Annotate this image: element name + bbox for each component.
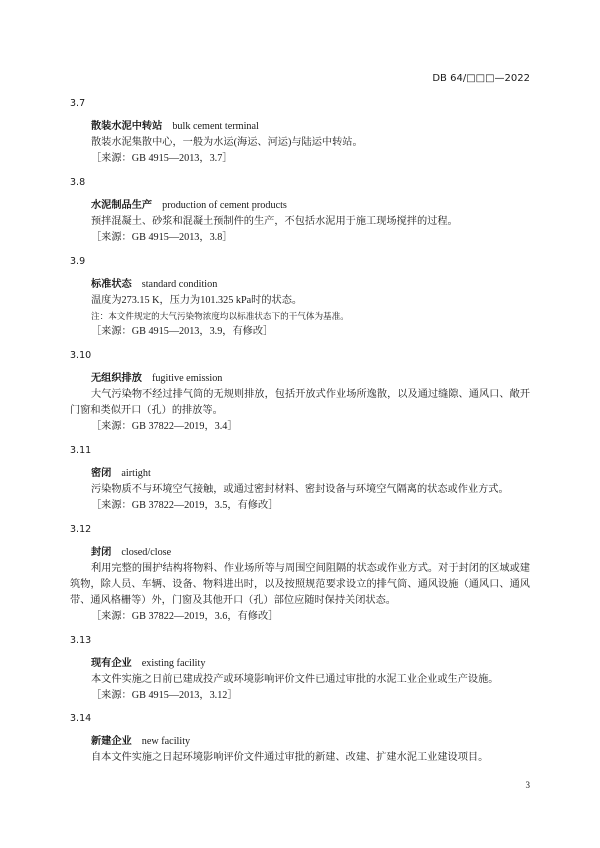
- term-chinese: 封闭: [91, 547, 112, 558]
- source-reference: ［来源：GB 4915—2013，3.8］: [91, 232, 233, 243]
- term-chinese: 水泥制品生产: [91, 200, 153, 211]
- term-entry: [70, 711, 530, 766]
- definition-line: 温度为273.15 K，压力为101.325 kPa时的状态。: [91, 295, 303, 306]
- definition-line: 本文件实施之日前已建成投产或环境影响评价文件已通过审批的水泥工业企业或生产设施。: [91, 674, 499, 685]
- term-chinese: 散装水泥中转站: [91, 121, 163, 132]
- source-reference: ［来源：GB 37822—2019，3.6，有修改］: [91, 611, 279, 622]
- definition-line: 污染物质不与环境空气接触，或通过密封材料、密封设备与环境空气隔离的状态或作业方式。: [91, 484, 509, 495]
- term-chinese: 无组织排放: [91, 373, 142, 384]
- term-number: 3.13: [70, 635, 92, 646]
- term-entry: [70, 633, 530, 704]
- term-heading: [70, 466, 530, 482]
- document-code: DB 64/□□□—2022: [432, 73, 530, 84]
- source-reference: ［来源：GB 4915—2013，3.7］: [91, 153, 233, 164]
- term-chinese: 标准状态: [91, 279, 132, 290]
- term-number: 3.11: [70, 445, 92, 456]
- term-entry: [70, 348, 530, 435]
- definition-line: 门窗和类似开口（孔）的排放等。: [70, 405, 223, 416]
- term-entry: [70, 522, 530, 625]
- term-english: production of cement products: [162, 200, 287, 211]
- term-heading: [70, 371, 530, 387]
- term-english: existing facility: [141, 658, 206, 669]
- definition-line: 预拌混凝土、砂浆和混凝土预制件的生产，不包括水泥用于施工现场搅拌的过程。: [91, 216, 458, 227]
- term-chinese: 现有企业: [91, 658, 132, 669]
- term-number: 3.8: [70, 177, 86, 188]
- term-heading: [70, 198, 530, 214]
- term-chinese: 密闭: [91, 468, 112, 479]
- definition-line: 利用完整的围护结构将物料、作业场所等与周围空间阻隔的状态或作业方式。对于封闭的区域或建: [91, 563, 530, 574]
- term-heading: [70, 545, 530, 561]
- term-english: closed/close: [121, 547, 172, 558]
- term-heading: [70, 277, 530, 293]
- definition-line: 带、通风格栅等）外，门窗及其他开口（孔）部位应随时保持关闭状态。: [70, 595, 396, 606]
- term-heading: [70, 119, 530, 135]
- definition-line: 自本文件实施之日起环境影响评价文件通过审批的新建、改建、扩建水泥工业建设项目。: [91, 752, 489, 763]
- term-english: standard condition: [141, 279, 218, 290]
- term-entry: [70, 96, 530, 167]
- source-reference: ［来源：GB 37822—2019，3.4］: [91, 421, 238, 432]
- term-number: 3.7: [70, 98, 86, 109]
- page-number: 3: [525, 780, 530, 790]
- term-entry: [70, 175, 530, 246]
- term-heading: [70, 734, 530, 750]
- source-reference: ［来源：GB 4915—2013，3.9，有修改］: [91, 326, 274, 337]
- term-note: 注：本文件规定的大气污染物浓度均以标准状态下的干气体为基准。: [91, 311, 349, 321]
- term-number: 3.9: [70, 256, 86, 267]
- source-reference: ［来源：GB 37822—2019，3.5，有修改］: [91, 500, 279, 511]
- definition-line: 散装水泥集散中心，一般为水运(海运、河运)与陆运中转站。: [91, 137, 363, 148]
- term-entry: [70, 254, 530, 340]
- definition-line: 大气污染物不经过排气筒的无规则排放，包括开放式作业场所逸散，以及通过缝隙、通风口、敞开: [91, 389, 530, 400]
- term-number: 3.10: [70, 350, 92, 361]
- term-english: airtight: [121, 468, 151, 479]
- definition-line: 筑物，除人员、车辆、设备、物料进出时，以及按照规范要求设立的排气筒、通风设施（通风口、通风: [70, 579, 530, 590]
- term-heading: [70, 656, 530, 672]
- term-english: new facility: [141, 736, 191, 747]
- term-number: 3.12: [70, 524, 92, 535]
- term-english: bulk cement terminal: [172, 121, 259, 132]
- term-chinese: 新建企业: [91, 736, 132, 747]
- term-number: 3.14: [70, 713, 92, 724]
- source-reference: ［来源：GB 4915—2013，3.12］: [91, 690, 238, 701]
- term-english: fugitive emission: [151, 373, 223, 384]
- term-entry: [70, 443, 530, 514]
